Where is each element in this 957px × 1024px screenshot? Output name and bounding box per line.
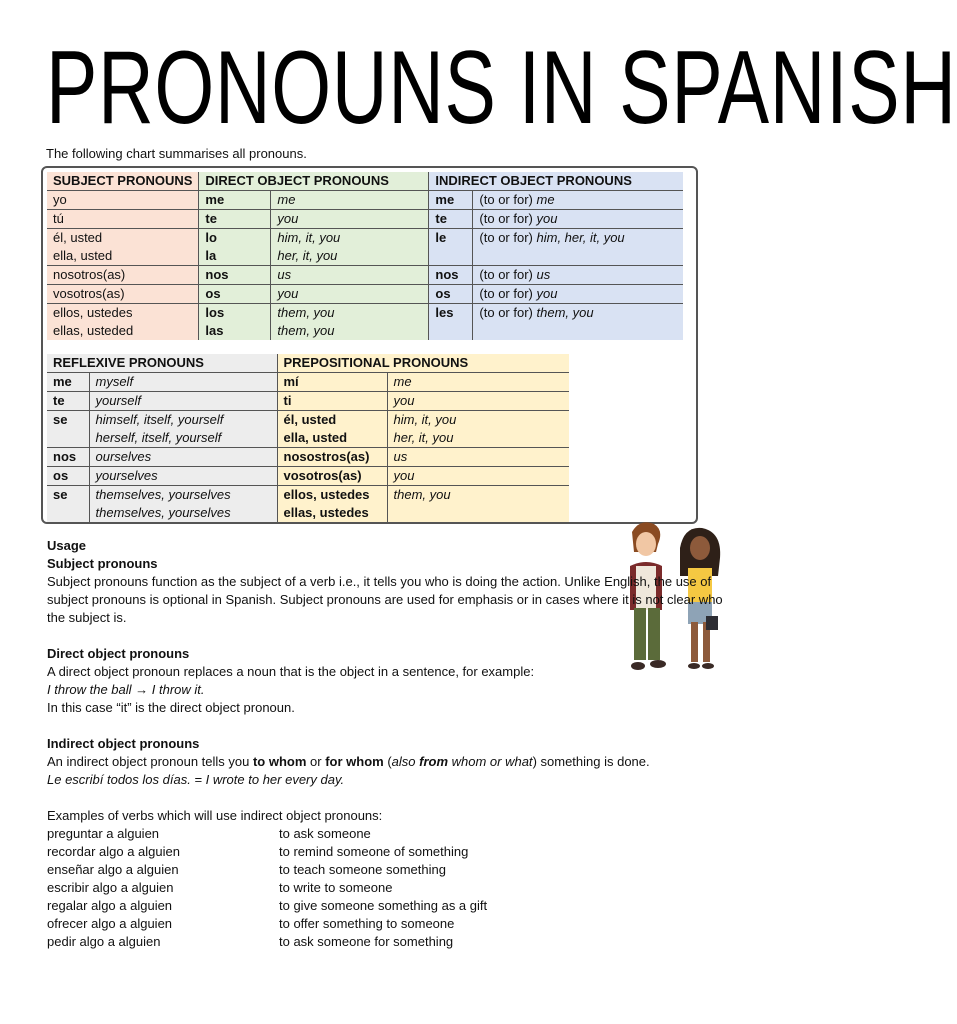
page-title: PRONOUNS IN SPANISH — [46, 30, 957, 146]
subject-pronouns-heading: Subject pronouns — [47, 556, 158, 571]
prepositional-pronoun-cell: ella, usted — [277, 429, 387, 448]
table-header-row — [47, 354, 569, 373]
table-row — [47, 191, 683, 210]
direct-object-note: In this case “it” is the direct object pronoun. — [47, 700, 295, 715]
table-row — [47, 210, 683, 229]
indirect-translation: you — [536, 286, 558, 301]
reflexive-translation-cell: myself — [89, 373, 277, 392]
text-span: whom or what — [448, 754, 533, 769]
subject-pronoun-cell: ella, usted — [47, 247, 199, 266]
prepositional-pronoun-cell: ellas, ustedes — [277, 504, 387, 522]
text-span: also — [391, 754, 420, 769]
prepositional-pronoun-cell: ti — [277, 392, 387, 411]
direct-translation-cell: him, it, you — [271, 229, 429, 248]
indirect-translation: him, her, it, you — [536, 230, 625, 245]
indirect-translation-cell — [473, 266, 683, 285]
table-row — [47, 266, 683, 285]
direct-pronoun-cell: los — [199, 304, 271, 323]
subject-pronoun-cell: él, usted — [47, 229, 199, 248]
table-row — [47, 486, 569, 505]
direct-translation-cell: me — [271, 191, 429, 210]
reflexive-pronoun-cell: nos — [47, 448, 89, 467]
verb-spanish: recordar algo a alguien — [47, 844, 180, 859]
reflexive-pronoun-cell: se — [47, 486, 89, 505]
table-row — [47, 247, 683, 266]
prepositional-pronoun-cell: mí — [277, 373, 387, 392]
usage-heading: Usage — [47, 538, 87, 553]
header-direct-object-pronouns: DIRECT OBJECT PRONOUNS — [199, 172, 429, 191]
reflexive-translation-cell: herself, itself, yourself — [89, 429, 277, 448]
reflexive-translation-cell: ourselves — [89, 448, 277, 467]
verb-spanish: pedir algo a alguien — [47, 934, 161, 949]
verb-spanish: regalar algo a alguien — [47, 898, 173, 913]
table-row — [47, 429, 569, 448]
reflexive-pronoun-cell — [47, 429, 89, 448]
verb-spanish: escribir algo a alguien — [47, 880, 174, 895]
verb-english: to teach someone something — [279, 862, 446, 877]
indirect-prefix: (to or for) — [479, 211, 537, 226]
reflexive-pronoun-cell — [47, 504, 89, 522]
prepositional-pronoun-cell: nosostros(as) — [277, 448, 387, 467]
verb-spanish: enseñar algo a alguien — [47, 862, 179, 877]
direct-object-text: A direct object pronoun replaces a noun that is the object in a sentence, for example: — [47, 664, 535, 679]
direct-pronoun-cell: os — [199, 285, 271, 304]
table-header-row — [47, 172, 683, 191]
verbs-intro: Examples of verbs which will use indirect object pronouns: — [47, 808, 383, 823]
reflexive-translation-cell: yourselves — [89, 467, 277, 486]
prepositional-translation-cell: me — [387, 373, 569, 392]
indirect-prefix: (to or for) — [479, 192, 537, 207]
verb-english: to ask someone — [279, 826, 371, 841]
indirect-pronoun-cell: me — [429, 191, 473, 210]
reflexive-pronoun-cell: se — [47, 411, 89, 430]
reflexive-translation-cell: himself, itself, yourself — [89, 411, 277, 430]
direct-pronoun-cell: lo — [199, 229, 271, 248]
header-prepositional-pronouns: PREPOSITIONAL PRONOUNS — [277, 354, 569, 373]
intro-text: The following chart summarises all pronouns. — [46, 146, 307, 161]
reflexive-translation-cell: themselves, yourselves — [89, 486, 277, 505]
subject-pronouns-text: Subject pronouns function as the subject of a verb i.e., it tells you who is doing the action. Unlike English, the use of subject pronouns is optional in Spanish. Subject pronouns are used for emphasis or in cases where it is not clear who the subject is. — [47, 574, 723, 625]
verb-english: to write to someone — [279, 880, 393, 895]
table-row — [47, 392, 569, 411]
direct-pronoun-cell: nos — [199, 266, 271, 285]
direct-object-example: I throw the ball → I throw it. — [47, 682, 205, 697]
subject-pronoun-cell: vosotros(as) — [47, 285, 199, 304]
indirect-pronoun-cell: nos — [429, 266, 473, 285]
direct-translation-cell: us — [271, 266, 429, 285]
table-row — [47, 322, 683, 340]
indirect-object-example: Le escribí todos los días. = I wrote to her every day. — [47, 772, 345, 787]
header-reflexive-pronouns: REFLEXIVE PRONOUNS — [47, 354, 277, 373]
indirect-pronoun-cell — [429, 247, 473, 266]
indirect-translation-cell — [473, 229, 683, 248]
direct-translation-cell: her, it, you — [271, 247, 429, 266]
direct-translation-cell: you — [271, 285, 429, 304]
direct-translation-cell: them, you — [271, 304, 429, 323]
indirect-translation: them, you — [536, 305, 594, 320]
prepositional-translation-cell: you — [387, 392, 569, 411]
indirect-translation-cell — [473, 304, 683, 323]
verb-english: to offer something to someone — [279, 916, 455, 931]
object-pronouns-table — [47, 172, 683, 340]
text-span: from — [419, 754, 449, 769]
table-row — [47, 304, 683, 323]
prepositional-translation-cell: you — [387, 467, 569, 486]
text-span: An indirect object pronoun tells you — [47, 754, 253, 769]
verb-spanish: preguntar a alguien — [47, 826, 160, 841]
verb-english: to remind someone of something — [279, 844, 469, 859]
table-row — [47, 467, 569, 486]
indirect-translation-cell — [473, 285, 683, 304]
table-row — [47, 285, 683, 304]
indirect-translation-cell — [473, 322, 683, 340]
indirect-pronoun-cell: les — [429, 304, 473, 323]
text-span: ) something is done. — [532, 754, 650, 769]
subject-pronoun-cell: nosotros(as) — [47, 266, 199, 285]
indirect-translation: you — [536, 211, 558, 226]
reflexive-pronoun-cell: os — [47, 467, 89, 486]
verb-spanish: ofrecer algo a alguien — [47, 916, 173, 931]
reflexive-pronoun-cell: me — [47, 373, 89, 392]
direct-pronoun-cell: me — [199, 191, 271, 210]
indirect-prefix: (to or for) — [479, 286, 537, 301]
indirect-prefix: (to or for) — [479, 230, 537, 245]
direct-pronoun-cell: las — [199, 322, 271, 340]
reflexive-prepositional-table — [47, 354, 569, 522]
header-subject-pronouns: SUBJECT PRONOUNS — [47, 172, 199, 191]
indirect-object-heading: Indirect object pronouns — [47, 736, 200, 751]
table-row — [47, 448, 569, 467]
table-row — [47, 504, 569, 522]
prepositional-translation-cell: us — [387, 448, 569, 467]
subject-pronoun-cell: ellos, ustedes — [47, 304, 199, 323]
indirect-translation-cell — [473, 191, 683, 210]
verb-english: to give someone something as a gift — [279, 898, 488, 913]
text-span: to whom — [252, 754, 307, 769]
indirect-prefix: (to or for) — [479, 267, 537, 282]
subject-pronoun-cell: tú — [47, 210, 199, 229]
table-row — [47, 373, 569, 392]
direct-translation-cell: them, you — [271, 322, 429, 340]
text-span: ( — [383, 754, 392, 769]
text-span: or — [306, 754, 326, 769]
indirect-translation-cell — [473, 210, 683, 229]
table-row — [47, 229, 683, 248]
indirect-pronoun-cell: le — [429, 229, 473, 248]
prepositional-translation-cell: him, it, you — [387, 411, 569, 430]
direct-object-heading: Direct object pronouns — [47, 646, 190, 661]
direct-translation-cell: you — [271, 210, 429, 229]
pronoun-chart — [41, 166, 698, 524]
indirect-pronoun-cell: os — [429, 285, 473, 304]
verb-english: to ask someone for something — [279, 934, 454, 949]
usage-section — [47, 537, 727, 951]
header-indirect-object-pronouns: INDIRECT OBJECT PRONOUNS — [429, 172, 683, 191]
prepositional-translation-cell: her, it, you — [387, 429, 569, 448]
prepositional-translation-cell — [387, 504, 569, 522]
reflexive-translation-cell: themselves, yourselves — [89, 504, 277, 522]
prepositional-pronoun-cell: vosotros(as) — [277, 467, 387, 486]
indirect-pronoun-cell: te — [429, 210, 473, 229]
subject-pronoun-cell: ellas, usteded — [47, 322, 199, 340]
table-row — [47, 411, 569, 430]
indirect-prefix: (to or for) — [479, 305, 537, 320]
indirect-translation: me — [536, 192, 555, 207]
subject-pronoun-cell: yo — [47, 191, 199, 210]
indirect-pronoun-cell — [429, 322, 473, 340]
prepositional-pronoun-cell: él, usted — [277, 411, 387, 430]
reflexive-pronoun-cell: te — [47, 392, 89, 411]
indirect-translation-cell — [473, 247, 683, 266]
indirect-translation: us — [536, 267, 551, 282]
verbs-list — [47, 825, 727, 951]
direct-pronoun-cell: la — [199, 247, 271, 266]
prepositional-pronoun-cell: ellos, ustedes — [277, 486, 387, 505]
reflexive-translation-cell: yourself — [89, 392, 277, 411]
prepositional-translation-cell: them, you — [387, 486, 569, 505]
indirect-object-text — [47, 753, 727, 771]
text-span: for whom — [325, 754, 384, 769]
direct-pronoun-cell: te — [199, 210, 271, 229]
